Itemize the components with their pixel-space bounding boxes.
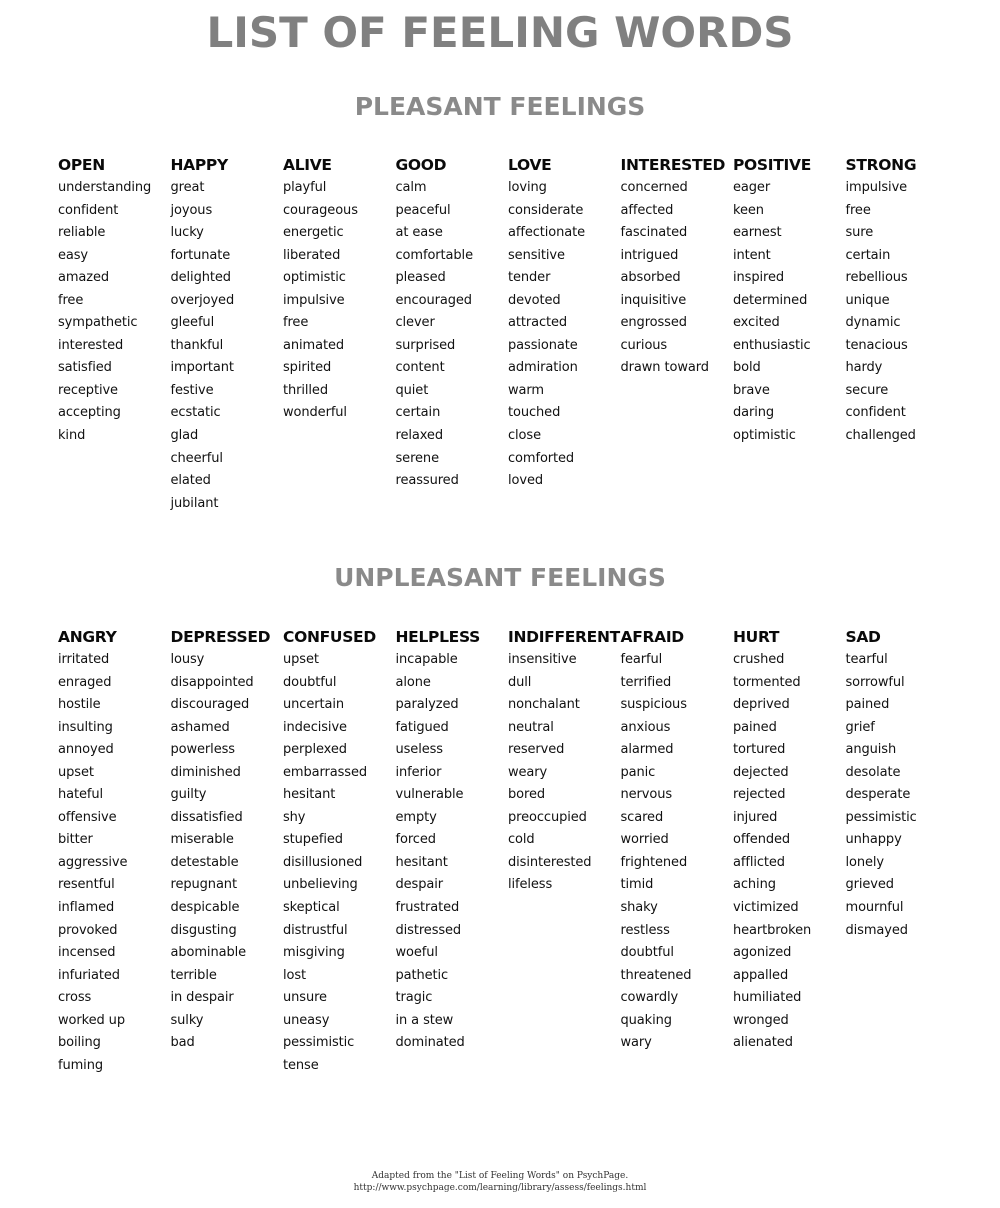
feeling-word: frightened [620, 854, 688, 870]
pleasant-feelings-grid [58, 154, 958, 515]
column-heading: SAD [845, 628, 881, 646]
feeling-word: absorbed [620, 270, 681, 286]
feeling-word-list [283, 177, 396, 425]
feeling-word: eager [733, 180, 771, 195]
feeling-word: ecstatic [170, 405, 221, 421]
feeling-word: timid [620, 877, 654, 893]
feeling-word: empty [395, 809, 437, 825]
feeling-word: dissatisfied [170, 809, 243, 825]
feeling-word: distressed [395, 922, 462, 938]
feeling-word: surprised [395, 337, 456, 353]
feeling-word: comforted [508, 450, 575, 466]
feeling-word: optimistic [283, 270, 346, 286]
feeling-word: suspicious [620, 697, 687, 713]
feeling-word: serene [395, 450, 439, 466]
feeling-word: affected [620, 202, 674, 218]
feeling-word-list [171, 649, 284, 1055]
feeling-word: heartbroken [733, 922, 812, 938]
feeling-word: misgiving [283, 945, 345, 961]
feeling-word: rebellious [845, 270, 908, 286]
feeling-word: upset [283, 652, 319, 667]
feeling-word: tender [508, 270, 551, 286]
feeling-word: sensitive [508, 247, 565, 263]
column-heading: INTERESTED [620, 156, 726, 174]
feeling-word: touched [508, 405, 561, 421]
feeling-word: elated [170, 473, 211, 489]
feeling-word: playful [283, 180, 327, 195]
feeling-word: disillusioned [283, 854, 363, 870]
column-heading: ALIVE [283, 156, 332, 174]
feeling-word-list [396, 177, 509, 493]
feeling-word: festive [170, 382, 214, 398]
feeling-word: disappointed [170, 674, 254, 690]
feeling-word: fascinated [620, 225, 688, 241]
feeling-word: inflamed [58, 900, 115, 916]
feeling-word: encouraged [395, 292, 472, 308]
feeling-word: glad [170, 428, 199, 444]
unpleasant-feelings-grid [58, 626, 958, 1077]
feeling-word: warm [508, 382, 544, 398]
column-heading: POSITIVE [733, 156, 811, 174]
feeling-word: discouraged [170, 697, 250, 713]
feeling-word: infuriated [58, 967, 120, 983]
feeling-word: challenged [845, 428, 916, 444]
feeling-word: understanding [58, 180, 152, 195]
column-heading: ANGRY [58, 628, 117, 646]
feeling-word: hateful [58, 787, 104, 803]
feeling-word: pessimistic [283, 1035, 355, 1051]
feeling-word: excited [733, 315, 780, 331]
feeling-word: loved [508, 473, 544, 489]
feeling-word: agonized [733, 945, 792, 961]
feeling-column-afraid [621, 626, 734, 1077]
feeling-word: tortured [733, 742, 786, 758]
feeling-word: bored [508, 787, 546, 803]
feeling-word: disinterested [508, 854, 592, 870]
column-heading: DEPRESSED [170, 628, 271, 646]
feeling-word: distrustful [283, 922, 348, 938]
feeling-word: clever [395, 315, 435, 331]
feeling-word: unbelieving [283, 877, 358, 893]
feeling-word: overjoyed [170, 292, 235, 308]
feeling-word: worked up [58, 1012, 125, 1028]
feeling-word: pathetic [395, 967, 449, 983]
feeling-word: important [170, 360, 234, 376]
feeling-word: gleeful [170, 315, 215, 331]
feeling-word: perplexed [283, 742, 347, 758]
feeling-word: sure [845, 225, 874, 241]
feeling-word: dull [508, 674, 532, 690]
feeling-word: dynamic [845, 315, 901, 331]
feeling-word: lucky [170, 225, 204, 241]
feeling-word: worried [620, 832, 669, 848]
feeling-word: vulnerable [395, 787, 464, 803]
feeling-word: skeptical [283, 900, 340, 916]
feeling-word: certain [395, 405, 441, 421]
feeling-word-list [58, 177, 171, 448]
feeling-word: close [508, 428, 541, 444]
footer-attribution: Adapted from the "List of Feeling Words" on PsychPage. [371, 1171, 629, 1181]
feeling-word: keen [733, 202, 764, 218]
feeling-word: inspired [733, 270, 784, 286]
feeling-word: grief [845, 719, 875, 735]
feeling-word-list [621, 177, 734, 380]
feeling-word: tragic [395, 990, 433, 1006]
feeling-word: courageous [283, 202, 358, 218]
feeling-word: thrilled [283, 382, 328, 398]
source-footer [0, 1170, 1000, 1194]
feeling-column-good [396, 154, 509, 515]
feeling-word: tense [283, 1057, 319, 1073]
feeling-word: pessimistic [845, 809, 917, 825]
feeling-column-angry [58, 626, 171, 1077]
feeling-column-positive [733, 154, 846, 515]
feeling-word: despicable [170, 900, 240, 916]
feeling-word: offensive [58, 809, 117, 825]
feeling-word: reserved [508, 742, 565, 758]
page-title: LIST OF FEELING WORDS [206, 8, 794, 57]
feeling-word: anxious [620, 719, 671, 735]
feeling-word: woeful [395, 945, 438, 961]
feeling-word: fortunate [170, 247, 231, 263]
feeling-word: spirited [283, 360, 332, 376]
feeling-word: drawn toward [620, 360, 709, 376]
feeling-word: appalled [733, 967, 789, 983]
feeling-word: in despair [170, 990, 234, 1006]
feeling-word: bad [170, 1035, 195, 1051]
feeling-word: uncertain [283, 697, 344, 713]
feeling-word: desolate [845, 764, 901, 780]
pleasant-feelings-heading: PLEASANT FEELINGS [354, 92, 646, 121]
feeling-word: dismayed [845, 922, 908, 938]
feeling-word: earnest [733, 225, 782, 241]
feeling-word: forced [395, 832, 436, 848]
feeling-word: free [845, 202, 871, 218]
feeling-word: jubilant [170, 495, 219, 511]
feeling-word: anguish [845, 742, 897, 758]
feeling-word: stupefied [283, 832, 343, 848]
feeling-word: diminished [170, 764, 241, 780]
feeling-word: fuming [58, 1057, 103, 1073]
feeling-word: lonely [845, 854, 885, 870]
feeling-word-list [508, 177, 621, 493]
feeling-word: liberated [283, 247, 341, 263]
feeling-word: fearful [620, 652, 663, 667]
feeling-word: uneasy [283, 1012, 330, 1028]
feeling-word: curious [620, 337, 668, 353]
feeling-word: pained [733, 719, 777, 735]
feeling-word: embarrassed [283, 764, 368, 780]
feeling-word: threatened [620, 967, 692, 983]
feeling-word: deprived [733, 697, 790, 713]
feeling-word: indecisive [283, 719, 347, 735]
feeling-word: desperate [845, 787, 911, 803]
feeling-word: upset [58, 764, 94, 780]
column-heading: HAPPY [170, 156, 228, 174]
column-heading: AFRAID [620, 628, 684, 646]
feeling-word: ashamed [170, 719, 230, 735]
feeling-word: certain [845, 247, 891, 263]
feeling-word: frustrated [395, 900, 460, 916]
feeling-word: useless [395, 742, 443, 758]
feeling-word: hardy [845, 360, 883, 376]
feeling-word: free [283, 315, 309, 331]
feeling-word: lousy [170, 652, 205, 667]
feeling-word: enthusiastic [733, 337, 811, 353]
feeling-word: attracted [508, 315, 568, 331]
feeling-word: crushed [733, 652, 785, 667]
feeling-word: cheerful [170, 450, 223, 466]
feeling-word: animated [283, 337, 344, 353]
feeling-word: delighted [170, 270, 231, 286]
feeling-word: shaky [620, 900, 658, 916]
feeling-word: cross [58, 990, 92, 1006]
feeling-word: sorrowful [845, 674, 905, 690]
feeling-word: pained [845, 697, 890, 713]
feeling-word: mournful [845, 900, 904, 916]
feeling-word: easy [58, 247, 89, 263]
feeling-word: weary [508, 764, 548, 780]
feeling-word: dejected [733, 764, 789, 780]
feeling-word: admiration [508, 360, 578, 376]
feeling-word: receptive [58, 382, 118, 398]
feeling-word: resentful [58, 877, 115, 893]
feeling-word: powerless [170, 742, 235, 758]
feeling-column-love [508, 154, 621, 515]
feeling-word: peaceful [395, 202, 451, 218]
feeling-word: reassured [395, 473, 459, 489]
feeling-word: in a stew [395, 1012, 454, 1028]
feeling-word: insulting [58, 719, 113, 735]
feeling-word: despair [395, 877, 443, 893]
feeling-word: victimized [733, 900, 799, 916]
feeling-word: satisfied [58, 360, 112, 376]
feeling-word: loving [508, 180, 547, 195]
feeling-word: optimistic [733, 428, 796, 444]
feeling-word: incapable [395, 652, 458, 667]
feeling-word: doubtful [620, 945, 674, 961]
feeling-word: affectionate [508, 225, 586, 241]
feeling-word: joyous [170, 202, 213, 218]
feeling-word: devoted [508, 292, 561, 308]
feeling-word: comfortable [395, 247, 473, 263]
feeling-word: unique [845, 292, 890, 308]
feeling-word: energetic [283, 225, 344, 241]
feeling-word: interested [58, 337, 124, 353]
feeling-word-list [733, 649, 846, 1055]
feeling-word: preoccupied [508, 809, 587, 825]
feeling-word: reliable [58, 225, 106, 241]
feeling-word: boiling [58, 1035, 101, 1051]
feeling-word: intent [733, 247, 771, 263]
feeling-word: unsure [283, 990, 327, 1006]
feeling-word: rejected [733, 787, 786, 803]
feeling-column-alive [283, 154, 396, 515]
column-heading: OPEN [58, 156, 105, 174]
feeling-word: afflicted [733, 854, 785, 870]
feeling-word: wronged [733, 1012, 789, 1028]
feeling-word: insensitive [508, 652, 577, 667]
feeling-word: annoyed [58, 742, 114, 758]
feeling-word: terrified [620, 674, 672, 690]
feeling-word: quaking [620, 1012, 672, 1028]
feeling-column-happy [171, 154, 284, 515]
feeling-word: inquisitive [620, 292, 687, 308]
feeling-column-depressed [171, 626, 284, 1077]
feeling-word: guilty [170, 787, 207, 803]
feeling-word: aching [733, 877, 776, 893]
feeling-word-list [58, 649, 171, 1077]
feeling-word: wonderful [283, 405, 347, 421]
feeling-word: shy [283, 809, 306, 825]
feeling-word: fatigued [395, 719, 449, 735]
feeling-word: hesitant [395, 854, 448, 870]
feeling-word: cold [508, 832, 535, 848]
feeling-word: wary [620, 1035, 652, 1051]
feeling-word: alarmed [620, 742, 674, 758]
feeling-word: sulky [170, 1012, 204, 1028]
feeling-word: tearful [845, 652, 888, 667]
feeling-word-list [846, 177, 959, 448]
feeling-word: considerate [508, 202, 584, 218]
feeling-word: great [170, 180, 205, 195]
feeling-word: nonchalant [508, 697, 580, 713]
feeling-word: brave [733, 382, 770, 398]
feeling-column-helpless [396, 626, 509, 1077]
feeling-word: restless [620, 922, 670, 938]
column-heading: INDIFFERENT [508, 628, 620, 646]
column-heading: STRONG [845, 156, 917, 174]
feeling-word: tormented [733, 674, 801, 690]
feeling-word: lost [283, 967, 307, 983]
feeling-word: disgusting [170, 922, 237, 938]
column-heading: CONFUSED [283, 628, 376, 646]
feeling-column-interested [621, 154, 734, 515]
feeling-word: pleased [395, 270, 446, 286]
column-heading: GOOD [395, 156, 447, 174]
feeling-word: dominated [395, 1035, 465, 1051]
feeling-word: calm [395, 180, 427, 195]
feeling-word: grieved [845, 877, 894, 893]
feeling-word-list [171, 177, 284, 515]
feeling-word: irritated [58, 652, 110, 667]
feeling-word: miserable [170, 832, 234, 848]
footer-url: http://www.psychpage.com/learning/library/assess/feelings.html [353, 1183, 647, 1193]
feeling-word-list [621, 649, 734, 1055]
feeling-column-sad [846, 626, 959, 1077]
feeling-word: free [58, 292, 84, 308]
feeling-word: aggressive [58, 854, 128, 870]
feeling-word-list [733, 177, 846, 448]
feeling-word-list [396, 649, 509, 1055]
feeling-word: inferior [395, 764, 442, 780]
feeling-word: abominable [170, 945, 247, 961]
feeling-word: detestable [170, 854, 239, 870]
feeling-word: alienated [733, 1035, 793, 1051]
feeling-word: passionate [508, 337, 578, 353]
feeling-word: intrigued [620, 247, 679, 263]
feeling-word: neutral [508, 719, 554, 735]
feeling-word: secure [845, 382, 889, 398]
feeling-word: nervous [620, 787, 673, 803]
column-heading: HELPLESS [395, 628, 480, 646]
feeling-word: paralyzed [395, 697, 459, 713]
column-heading: HURT [733, 628, 780, 646]
feeling-word: content [395, 360, 445, 376]
feeling-word: unhappy [845, 832, 902, 848]
feeling-column-strong [846, 154, 959, 515]
feeling-column-indifferent [508, 626, 621, 1077]
feeling-word: confident [845, 405, 906, 421]
feeling-word: impulsive [845, 180, 908, 195]
feeling-word: incensed [58, 945, 116, 961]
feeling-word: concerned [620, 180, 688, 195]
feeling-word: relaxed [395, 428, 443, 444]
feeling-word: accepting [58, 405, 121, 421]
feeling-word: alone [395, 674, 431, 690]
feeling-word: quiet [395, 382, 429, 398]
feeling-word: daring [733, 405, 775, 421]
feeling-word: bitter [58, 832, 93, 848]
feeling-word: determined [733, 292, 808, 308]
unpleasant-feelings-heading: UNPLEASANT FEELINGS [334, 563, 666, 592]
feeling-word: tenacious [845, 337, 908, 353]
feeling-word-list [846, 649, 959, 942]
feeling-column-open [58, 154, 171, 515]
feeling-word: engrossed [620, 315, 687, 331]
feeling-word: kind [58, 428, 86, 444]
feeling-word: injured [733, 809, 778, 825]
feeling-word: impulsive [283, 292, 345, 308]
feeling-word: amazed [58, 270, 110, 286]
feeling-word-list [283, 649, 396, 1077]
feeling-word: hesitant [283, 787, 336, 803]
feeling-word: confident [58, 202, 119, 218]
feeling-word: cowardly [620, 990, 679, 1006]
feeling-word: thankful [170, 337, 224, 353]
feeling-column-confused [283, 626, 396, 1077]
feeling-word: sympathetic [58, 315, 138, 331]
feeling-word: provoked [58, 922, 118, 938]
feeling-word: terrible [170, 967, 217, 983]
feeling-column-hurt [733, 626, 846, 1077]
feeling-word: lifeless [508, 877, 553, 893]
feeling-word: bold [733, 360, 761, 376]
feeling-word: scared [620, 809, 664, 825]
feeling-word: panic [620, 764, 656, 780]
feeling-word: hostile [58, 697, 101, 713]
feeling-word: humiliated [733, 990, 802, 1006]
feeling-word: at ease [395, 225, 443, 241]
feeling-word: repugnant [170, 877, 237, 893]
feeling-word: offended [733, 832, 791, 848]
feeling-word: enraged [58, 674, 112, 690]
feeling-word-list [508, 649, 621, 897]
feeling-word: doubtful [283, 674, 337, 690]
column-heading: LOVE [508, 156, 552, 174]
